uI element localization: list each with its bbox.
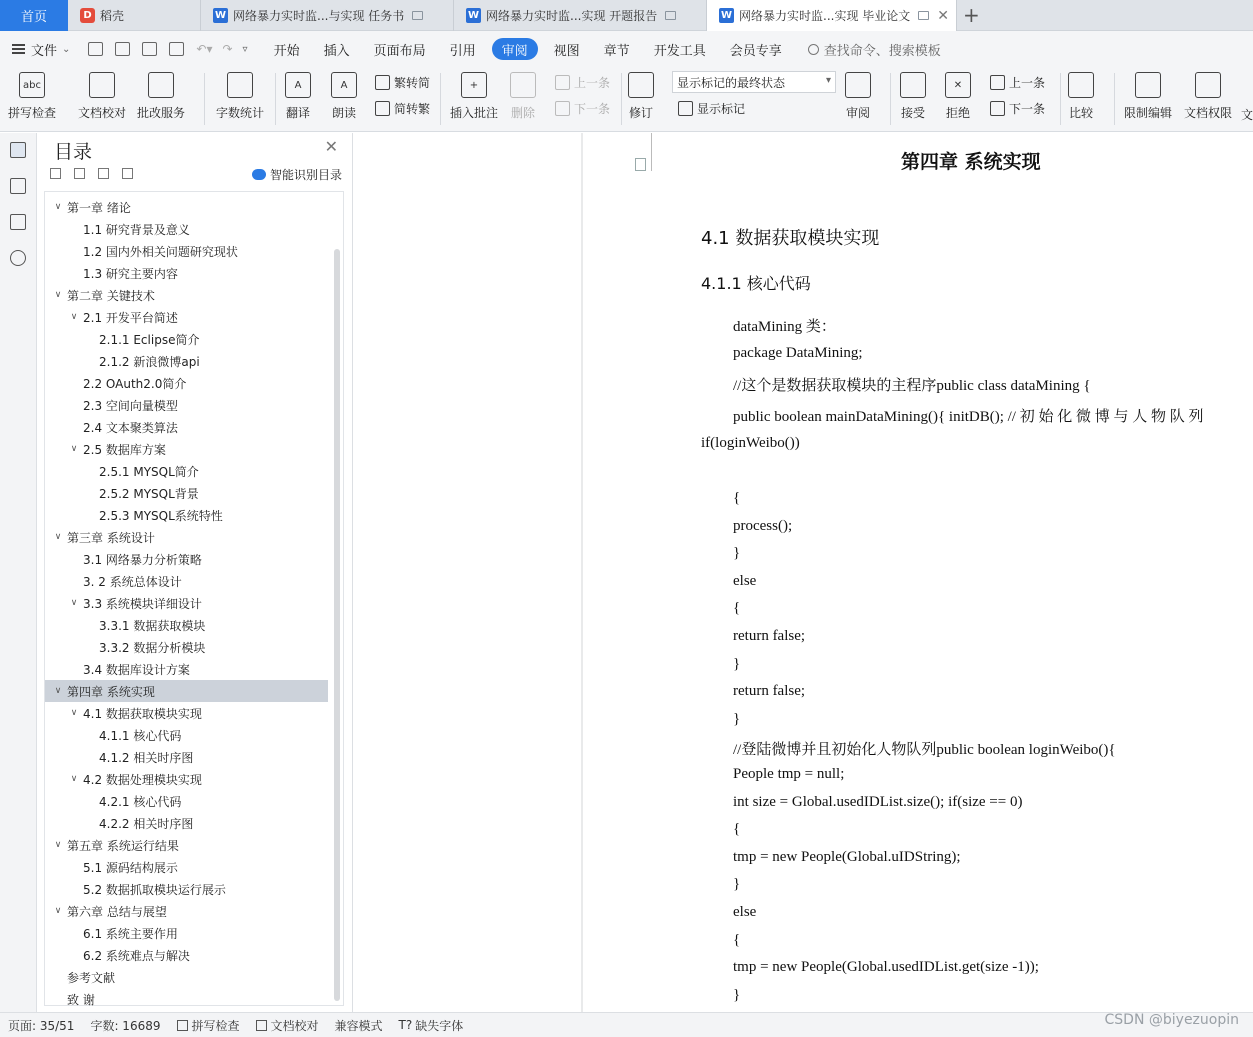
ribbon-divider [204, 73, 205, 125]
delete-comment-icon [510, 72, 536, 98]
code-line: //这个是数据获取模块的主程序public class dataMining { [733, 378, 1091, 394]
toc-item-label: 6.2 系统难点与解决 [83, 948, 190, 963]
chevron-down-icon[interactable]: ∨ [54, 840, 62, 850]
toc-item-label: 参考文献 [67, 970, 116, 985]
toc-item-label: 2.1.1 Eclipse简介 [99, 332, 200, 347]
code-line: return false; [733, 683, 806, 699]
toc-panel-icon[interactable] [10, 142, 26, 158]
toc-item-label: 3.1 网络暴力分析策略 [83, 552, 202, 567]
prev-comment-label: 上一条 [574, 76, 611, 90]
toc-item-label: 2.5.3 MYSQL系统特性 [99, 508, 223, 523]
code-line: { [733, 821, 741, 837]
toc-item[interactable] [45, 614, 328, 636]
search-icon[interactable] [10, 250, 26, 266]
font-warning-icon: T? [398, 1018, 413, 1032]
code-line: tmp = new People(Global.usedIDList.get(size -1)); [733, 959, 1039, 975]
toc-item-label: 2.3 空间向量模型 [83, 398, 178, 413]
doc-permission-icon [1195, 72, 1221, 98]
show-markup-button[interactable] [678, 100, 745, 117]
compat-mode: 兼容模式 [334, 1018, 383, 1033]
code-line: } [733, 711, 741, 727]
ribbon-divider [440, 73, 441, 125]
print-icon[interactable] [142, 42, 157, 56]
close-icon[interactable]: ✕ [937, 7, 949, 24]
chevron-down-icon[interactable]: ∨ [70, 774, 78, 784]
toc-item[interactable] [45, 636, 328, 658]
hamburger-icon [12, 44, 25, 54]
toc-item[interactable] [45, 570, 328, 592]
menu-items [262, 38, 794, 60]
toc-item[interactable] [45, 416, 328, 438]
toc-item[interactable] [45, 218, 328, 240]
code-line: public boolean mainDataMining(){ initDB(); // 初 始 化 微 博 与 人 物 队 列 [733, 409, 1204, 425]
save-icon[interactable] [88, 42, 103, 56]
status-spell-check[interactable] [177, 1017, 240, 1034]
toc-item-label: 4.2 数据处理模块实现 [83, 772, 202, 787]
toc-item[interactable] [45, 702, 328, 724]
code-line: else [733, 904, 757, 920]
toc-item-label: 3. 2 系统总体设计 [83, 574, 182, 589]
toc-list [44, 191, 344, 1006]
toc-item[interactable] [45, 350, 328, 372]
toc-item-label: 5.1 源码结构展示 [83, 860, 178, 875]
menu-row [0, 31, 1253, 67]
writer-icon: W [214, 10, 227, 21]
toc-item[interactable] [45, 834, 328, 856]
toc-item-label: 4.1 数据获取模块实现 [83, 706, 202, 721]
toc-item-label: 3.4 数据库设计方案 [83, 662, 190, 677]
simp-to-trad-icon [375, 101, 390, 116]
tab-daoke-label: 稻壳 [100, 9, 125, 23]
toc-item[interactable] [45, 482, 328, 504]
toc-item-label: 第一章 绪论 [67, 200, 131, 215]
section-heading: 4.1 数据获取模块实现 [701, 228, 880, 249]
subsection-heading: 4.1.1 核心代码 [701, 274, 811, 293]
monitor-icon [412, 11, 423, 20]
writer-icon: W [467, 10, 480, 21]
command-search-label: 查找命令、搜索模板 [823, 43, 941, 59]
toc-item[interactable] [45, 944, 328, 966]
code-line: { [733, 490, 741, 506]
toc-item[interactable] [45, 240, 328, 262]
next-change-icon [990, 101, 1005, 116]
ribbon-divider [890, 73, 891, 125]
toc-item-label: 4.2.1 核心代码 [99, 794, 182, 809]
menu-view[interactable]: 视图 [553, 43, 580, 59]
revise-label: 修订 [628, 106, 653, 120]
next-change-label: 下一条 [1009, 102, 1046, 116]
code-line: } [733, 656, 741, 672]
word-count-button[interactable] [216, 72, 264, 121]
code-line: People tmp = null; [733, 766, 845, 782]
code-line: } [733, 876, 741, 892]
status-spell-label: 拼写检查 [191, 1018, 240, 1033]
toc-item[interactable] [45, 724, 328, 746]
robot-icon [252, 169, 266, 180]
toc-item[interactable] [45, 438, 328, 460]
toc-item-label: 2.1 开发平台简述 [83, 310, 178, 325]
toc-item-label: 6.1 系统主要作用 [83, 926, 178, 941]
toc-item-label: 4.1.1 核心代码 [99, 728, 182, 743]
more-ribbon-button[interactable] [1241, 72, 1253, 123]
toc-scrollbar[interactable] [334, 249, 340, 1001]
code-line: } [733, 545, 741, 561]
toc-item[interactable] [45, 372, 328, 394]
word-count-label: 字数统计 [216, 106, 265, 120]
next-comment-label: 下一条 [574, 102, 611, 116]
redo-icon[interactable]: ↷ [222, 42, 233, 56]
menu-layout[interactable]: 页面布局 [373, 43, 426, 59]
tab-thesis-doc-label: 网络暴力实时监...实现 毕业论文 [739, 9, 911, 23]
toc-item-label: 1.1 研究背景及意义 [83, 222, 190, 237]
preview-icon[interactable] [169, 42, 184, 56]
tab-proposal-doc-label: 网络暴力实时监...实现 开题报告 [486, 9, 658, 23]
toc-item-label: 1.2 国内外相关问题研究现状 [83, 244, 238, 259]
spell-check-icon: abc [19, 72, 45, 98]
toc-item-label: 第四章 系统实现 [67, 684, 155, 699]
toc-item[interactable] [45, 856, 328, 878]
navigation-icon[interactable] [10, 178, 26, 194]
doc-proof-label: 文档校对 [78, 106, 127, 120]
margin-marker [651, 133, 652, 171]
prev-change-button[interactable] [990, 74, 1045, 91]
code-line: { [733, 600, 741, 616]
chevron-down-icon[interactable]: ∨ [70, 598, 78, 608]
prev-change-icon [990, 75, 1005, 90]
prev-comment-button[interactable] [555, 74, 610, 91]
chevron-down-icon[interactable]: ∨ [54, 532, 62, 542]
toc-item[interactable] [45, 878, 328, 900]
smart-toc-label: 智能识别目录 [269, 168, 342, 182]
simp-to-trad-button[interactable] [375, 100, 430, 117]
tab-task-doc-label: 网络暴力实时监...与实现 任务书 [233, 9, 405, 23]
toc-item-label: 第三章 系统设计 [67, 530, 155, 545]
daoke-icon: D [80, 8, 95, 23]
review-pane-button[interactable] [845, 72, 871, 121]
code-line: else [733, 573, 757, 589]
tab-task-doc[interactable] [201, 0, 454, 31]
add-level-icon[interactable] [98, 168, 109, 179]
show-markup-label: 显示标记 [697, 102, 746, 116]
annotate-icon [148, 72, 174, 98]
toc-item-label: 2.5.1 MYSQL简介 [99, 464, 199, 479]
code-line: process(); [733, 518, 793, 534]
code-line: //登陆微博并且初始化人物队列public boolean loginWeibo(){ [733, 742, 1116, 758]
toc-item-label: 第二章 关键技术 [67, 288, 155, 303]
expand-icon[interactable] [74, 168, 85, 179]
toc-item[interactable] [45, 460, 328, 482]
translate-button[interactable] [285, 72, 311, 121]
menu-reference[interactable]: 引用 [449, 43, 476, 59]
toc-item[interactable] [45, 680, 328, 702]
toc-item-label: 5.2 数据抓取模块运行展示 [83, 882, 226, 897]
reject-label: 拒绝 [945, 106, 970, 120]
toc-item-label: 2.4 文本聚类算法 [83, 420, 178, 435]
status-proof-label: 文档校对 [270, 1018, 319, 1033]
chapter-heading: 第四章 系统实现 [901, 151, 1041, 173]
toc-item-label: 4.1.2 相关时序图 [99, 750, 194, 765]
toc-item[interactable] [45, 284, 328, 306]
proof-icon [256, 1020, 267, 1031]
prev-comment-icon [555, 75, 570, 90]
toc-item[interactable] [45, 988, 328, 1010]
chevron-down-icon[interactable]: ∨ [70, 708, 78, 718]
delete-comment-button[interactable] [510, 72, 536, 121]
reject-icon: ✕ [945, 72, 971, 98]
read-aloud-button[interactable] [331, 72, 357, 121]
tab-thesis-doc[interactable] [707, 0, 957, 31]
tab-home[interactable]: 首页 [0, 0, 68, 31]
more-ribbon-label: 文 [1241, 108, 1253, 122]
doc-permission-button[interactable] [1184, 72, 1232, 121]
menu-developer[interactable]: 开发工具 [653, 43, 706, 59]
status-doc-proof[interactable] [256, 1017, 319, 1034]
customize-icon[interactable]: ▿ [242, 43, 248, 55]
toc-item[interactable] [45, 812, 328, 834]
toc-item[interactable] [45, 394, 328, 416]
toc-item[interactable] [45, 548, 328, 570]
toc-item[interactable] [45, 306, 328, 328]
menu-member[interactable]: 会员专享 [729, 43, 782, 59]
ribbon-divider [275, 73, 276, 125]
toc-panel [37, 133, 353, 1012]
delete-comment-label: 删除 [510, 106, 535, 120]
missing-font-label: 缺失字体 [415, 1018, 464, 1033]
toc-item[interactable] [45, 746, 328, 768]
chevron-down-icon[interactable]: ∨ [70, 312, 78, 322]
new-tab-icon[interactable]: + [963, 3, 980, 27]
code-line: dataMining 类： [733, 319, 836, 335]
tab-proposal-doc[interactable] [454, 0, 707, 31]
document-page[interactable] [583, 133, 1253, 1012]
search-icon [808, 44, 819, 55]
command-search[interactable] [808, 40, 941, 59]
code-line: { [733, 932, 741, 948]
export-icon[interactable] [115, 42, 130, 56]
accept-label: 接受 [900, 106, 925, 120]
revise-button[interactable] [628, 72, 654, 121]
toc-item[interactable] [45, 592, 328, 614]
watermark: CSDN @biyezuopin [1104, 1012, 1239, 1028]
word-count-indicator[interactable]: 字数: 16689 [90, 1018, 161, 1033]
compare-icon [1068, 72, 1094, 98]
bookmark-icon[interactable] [10, 214, 26, 230]
chevron-down-icon[interactable]: ∨ [54, 686, 62, 696]
chevron-down-icon[interactable]: ∨ [54, 290, 62, 300]
next-change-button[interactable] [990, 100, 1045, 117]
doc-permission-label: 文档权限 [1184, 106, 1233, 120]
code-line: return false; [733, 628, 806, 644]
read-aloud-label: 朗读 [331, 106, 356, 120]
code-line: if(loginWeibo()) [701, 435, 800, 451]
accept-icon [900, 72, 926, 98]
toc-item-label: 第六章 总结与展望 [67, 904, 167, 919]
toc-item-label: 3.3.2 数据分析模块 [99, 640, 206, 655]
spell-check-button[interactable] [8, 72, 56, 121]
markup-state-select[interactable] [672, 71, 836, 93]
page-indicator[interactable]: 页面: 35/51 [8, 1018, 75, 1033]
close-icon[interactable]: ✕ [324, 137, 338, 156]
status-bar [0, 1012, 1253, 1037]
read-aloud-icon: A [331, 72, 357, 98]
toc-item[interactable] [45, 196, 328, 218]
collapse-all-icon[interactable] [50, 168, 61, 179]
toc-item-label: 3.3 系统模块详细设计 [83, 596, 202, 611]
remove-level-icon[interactable] [122, 168, 133, 179]
next-comment-button[interactable] [555, 100, 610, 117]
toc-item-label: 3.3.1 数据获取模块 [99, 618, 206, 633]
annotate-service-button[interactable] [137, 72, 185, 121]
menu-insert[interactable]: 插入 [323, 43, 350, 59]
reject-button[interactable] [945, 72, 971, 121]
insert-comment-label: 插入批注 [450, 106, 499, 120]
undo-icon[interactable]: ↶▾ [196, 42, 213, 56]
writer-icon: W [720, 10, 733, 21]
menu-chapter[interactable]: 章节 [603, 43, 630, 59]
word-count-icon [227, 72, 253, 98]
toc-item-label: 2.5.2 MYSQL背景 [99, 486, 199, 501]
file-menu[interactable] [12, 40, 70, 59]
trad-to-simp-icon [375, 75, 390, 90]
markup-state-value: 显示标记的最终状态 [677, 75, 786, 90]
ribbon-divider [1060, 73, 1061, 125]
doc-proof-icon [89, 72, 115, 98]
insert-comment-icon: + [461, 72, 487, 98]
ribbon-divider [621, 73, 622, 125]
spell-check-label: 拼写检查 [8, 106, 57, 120]
toc-item-label: 1.3 研究主要内容 [83, 266, 178, 281]
compare-button[interactable] [1068, 72, 1094, 121]
review-pane-label: 审阅 [845, 106, 870, 120]
monitor-icon [665, 11, 676, 20]
chevron-down-icon[interactable]: ∨ [70, 444, 78, 454]
menu-start[interactable]: 开始 [273, 43, 300, 59]
toc-item-label: 致 谢 [67, 992, 95, 1007]
chevron-down-icon[interactable]: ∨ [54, 906, 62, 916]
toc-item[interactable] [45, 526, 328, 548]
review-pane-icon [845, 72, 871, 98]
toc-item[interactable] [45, 768, 328, 790]
restrict-edit-button[interactable] [1124, 72, 1172, 121]
chevron-down-icon: ⌄ [62, 43, 71, 55]
simp-to-trad-label: 简转繁 [394, 102, 431, 116]
missing-font[interactable] [399, 1017, 464, 1034]
toc-item[interactable] [45, 900, 328, 922]
toc-item-label: 4.2.2 相关时序图 [99, 816, 194, 831]
next-comment-icon [555, 101, 570, 116]
restrict-edit-label: 限制编辑 [1124, 106, 1173, 120]
toc-item-label: 第五章 系统运行结果 [67, 838, 179, 853]
menu-review[interactable]: 审阅 [492, 38, 538, 60]
revise-icon [628, 72, 654, 98]
ribbon-divider [1114, 73, 1115, 125]
file-menu-label: 文件 [31, 43, 58, 59]
toc-item[interactable] [45, 328, 328, 350]
tab-bar [0, 0, 1253, 31]
toc-item[interactable] [45, 922, 328, 944]
insert-comment-button[interactable] [450, 72, 498, 121]
code-line: } [733, 987, 741, 1003]
previous-page [353, 133, 581, 1012]
code-line: package DataMining; [733, 345, 863, 361]
toc-item-label: 2.1.2 新浪微博api [99, 354, 200, 369]
page-marker-icon [635, 158, 646, 171]
show-markup-icon [678, 101, 693, 116]
review-ribbon [0, 67, 1253, 132]
toc-title: 目录 [54, 141, 93, 163]
toc-item[interactable] [45, 658, 328, 680]
toc-item[interactable] [45, 790, 328, 812]
code-line: int size = Global.usedIDList.size(); if(size == 0) [733, 794, 1023, 810]
toc-item[interactable] [45, 966, 328, 988]
toc-item-label: 2.5 数据库方案 [83, 442, 166, 457]
trad-to-simp-button[interactable] [375, 74, 430, 91]
tab-daoke[interactable] [68, 0, 201, 31]
toc-item-label: 2.2 OAuth2.0简介 [83, 376, 187, 391]
prev-change-label: 上一条 [1009, 76, 1046, 90]
compare-label: 比较 [1068, 106, 1093, 120]
annotate-label: 批改服务 [137, 106, 186, 120]
smart-toc-button[interactable] [252, 166, 342, 183]
trad-to-simp-label: 繁转简 [394, 76, 431, 90]
doc-proof-button[interactable] [78, 72, 126, 121]
toc-item[interactable] [45, 504, 328, 526]
monitor-icon [918, 11, 929, 20]
chevron-down-icon[interactable]: ∨ [54, 202, 62, 212]
code-line: tmp = new People(Global.uIDString); [733, 849, 961, 865]
restrict-edit-icon [1135, 72, 1161, 98]
toc-item[interactable] [45, 262, 328, 284]
check-icon [177, 1020, 188, 1031]
side-icon-strip [0, 133, 37, 1012]
translate-label: 翻译 [285, 106, 310, 120]
accept-button[interactable] [900, 72, 926, 121]
translate-icon: A [285, 72, 311, 98]
